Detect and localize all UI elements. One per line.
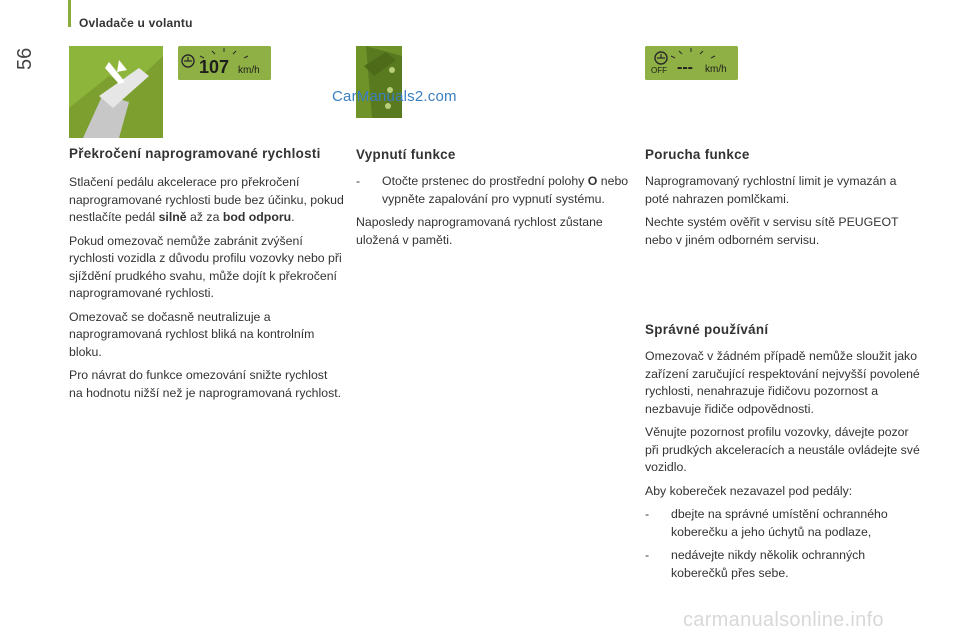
section-exceeding-speed — [69, 146, 344, 408]
paragraph: Omezovač v žádném případě nemůže sloužit jako zařízení zaručující respektování nejvyšší povolené rychlosti, nenahrazuje řidičovu pozornost a nezbavuje řidiče odpovědnosti. — [645, 349, 920, 416]
paragraph: Pro návrat do funkce omezování snižte rychlost na hodnotu nižší než je naprogramovaná rychlost. — [69, 368, 342, 400]
list-item: - Otočte prstenec do prostřední polohy O nebo vypněte zapalování pro vypnutí systému. — [356, 174, 629, 206]
section-header-title: Ovladače u volantu — [79, 16, 193, 30]
section-title: Překročení naprogramované rychlosti — [69, 146, 321, 161]
speed-limiter-fault-display — [645, 46, 738, 80]
paragraph: Nechte systém ověřit v servisu sítě PEUGEOT nebo v jiném odborném servisu. — [645, 215, 899, 247]
section-switch-off — [356, 147, 631, 255]
section-proper-use — [645, 322, 920, 588]
paragraph: Naposledy naprogramovaná rychlost zůstane uložená v paměti. — [356, 215, 603, 247]
watermark-carmanualsonline: carmanualsonline.info — [683, 609, 884, 631]
lever-icon — [356, 46, 402, 118]
display-2-unit: km/h — [705, 64, 727, 75]
header-accent-bar — [68, 0, 71, 27]
steering-lever-illustration — [356, 46, 402, 118]
section-title: Porucha funkce — [645, 147, 750, 162]
accelerator-pedal-illustration — [69, 46, 163, 138]
watermark-carmanuals: CarManuals2.com — [332, 88, 457, 105]
speed-limiter-display — [178, 46, 271, 80]
display-2-speed: --- — [677, 59, 693, 76]
pedal-icon — [69, 46, 163, 138]
paragraph: Pokud omezovač nemůže zabránit zvýšení rychlosti vozidla z důvodu profilu vozovky nebo při sjíždění prudkého svahu, může dojít k překročení naprogramované rychlosti. — [69, 233, 342, 300]
paragraph: Stlačení pedálu akcelerace pro překročení naprogramované rychlosti bude bez účinku, pokud nestlačíte pedál silně až za bod odporu. — [69, 175, 344, 224]
speedometer-display-icon — [178, 46, 271, 80]
speedometer-fault-display-icon — [645, 46, 738, 80]
display-1-unit: km/h — [238, 65, 260, 76]
section-malfunction — [645, 147, 920, 255]
paragraph: Věnujte pozornost profilu vozovky, dávejte pozor při prudkých akceleracích a neustále ovládejte své vozidlo. — [645, 425, 920, 474]
section-title: Vypnutí funkce — [356, 147, 456, 162]
paragraph: Aby kobereček nezavazel pod pedály: — [645, 483, 853, 498]
list-item: - dbejte na správné umístění ochranného koberečku a jeho úchytů na podlaze, — [645, 507, 888, 539]
list-item: - nedávejte nikdy několik ochranných koberečků přes sebe. — [645, 548, 866, 580]
section-title: Správné používání — [645, 322, 769, 337]
paragraph: Omezovač se dočasně neutralizuje a naprogramovaná rychlost bliká na kontrolním bloku. — [69, 309, 315, 359]
display-2-status: OFF — [651, 66, 667, 75]
display-1-speed: 107 — [199, 57, 230, 77]
paragraph: Naprogramovaný rychlostní limit je vymazán a poté nahrazen pomlčkami. — [645, 174, 897, 206]
page-number: 56 — [14, 47, 36, 70]
